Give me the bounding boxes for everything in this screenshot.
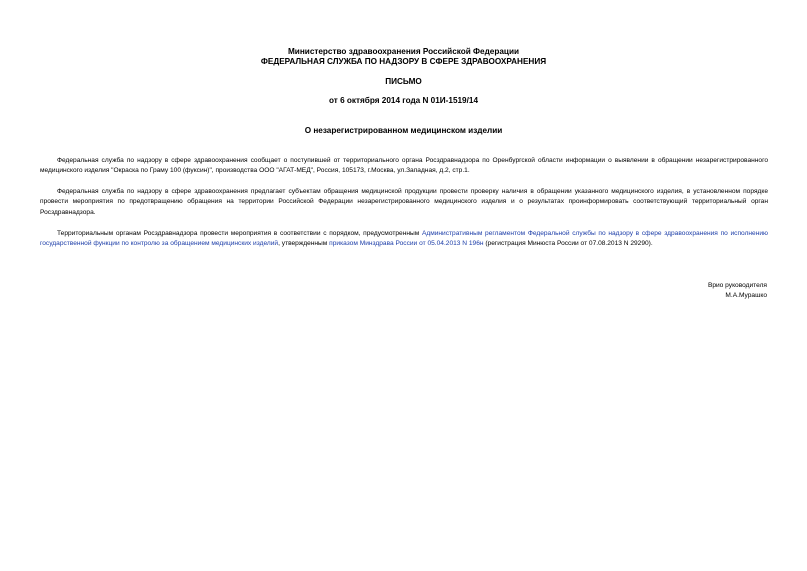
document-subject: О незарегистрированном медицинском изделии: [304, 126, 503, 135]
paragraph-3-start: Территориальным органам Росздравнадзора провести мероприятия в соответствии с порядком, предусмотренным: [57, 230, 422, 237]
signature-name: М.А.Мурашко: [725, 292, 767, 299]
paragraph-3-end: (регистрация Минюста России от 07.08.2013 N 29290).: [483, 240, 653, 248]
ministry-name: Министерство здравоохранения Российской Федерации: [287, 47, 520, 56]
document-type: ПИСЬМО: [385, 77, 422, 86]
document-date-number: от 6 октября 2014 года N 01И-1519/14: [328, 96, 478, 105]
service-name: ФЕДЕРАЛЬНАЯ СЛУЖБА ПО НАДЗОРУ В СФЕРЕ ЗДРАВООХРАНЕНИЯ: [260, 57, 547, 66]
order-link[interactable]: приказом Минздрава России от 05.04.2013 N 196н: [329, 240, 484, 248]
admin-regulation-link[interactable]: Административным регламентом Федеральной службы по надзору в сфере здравоохранения по исполнению государственной функции по контролю за обращением медицинских изделий: [40, 230, 768, 248]
paragraph-1: Федеральная служба по надзору в сфере здравоохранения сообщает о поступившей от территориального органа Росздравнадзора по Оренбургской области информации о выявлении в обращении незарегистрированного медицинского изделия "Окраска по Граму 100 (фуксин)", производства ООО "АГАТ-МЕД", Россия, 105173, г.Москва, ул.Западная, д.2, стр.1.: [40, 157, 768, 175]
signature-position: Врио руководителя: [707, 282, 767, 289]
paragraph-3: [40, 229, 768, 250]
paragraph-2: Федеральная служба по надзору в сфере здравоохранения предлагает субъектам обращения медицинской продукции провести проверку наличия в обращении указанного медицинского изделия, в установленном порядке провести мероприятия по предотвращению обращения на территории Российской Федерации незарегистрированного медицинского изделия и о результатах проинформировать соответствующий территориальный орган Росздравнадзора.: [40, 188, 768, 216]
paragraph-3-mid: , утвержденным: [278, 240, 330, 248]
